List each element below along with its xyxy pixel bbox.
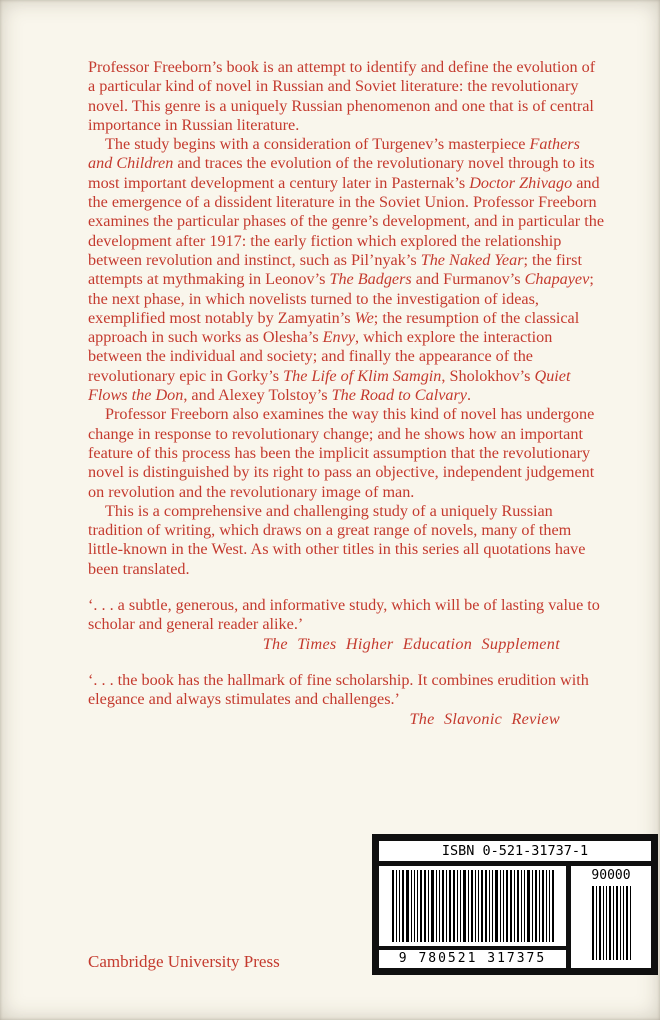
- barcode-bar: [489, 870, 490, 942]
- barcode-bar: [411, 870, 412, 942]
- blurb-paragraph: [88, 135, 604, 405]
- barcode-bar: [500, 870, 501, 942]
- review: [88, 596, 604, 654]
- barcode-bar: [449, 870, 451, 942]
- barcode-bar: [599, 886, 601, 960]
- book-title-italic: The Road to Calvary: [331, 386, 467, 405]
- barcode-bar: [514, 870, 515, 942]
- barcode-bar: [420, 870, 422, 942]
- barcode-addon-bars: [577, 886, 645, 960]
- barcode-bar: [436, 870, 437, 942]
- barcode-bar: [542, 870, 544, 942]
- barcode-bar: [399, 870, 400, 942]
- barcode-bar: [406, 870, 409, 942]
- barcode-bar: [609, 886, 611, 960]
- barcode-bar: [510, 870, 512, 942]
- reviews: [88, 596, 604, 729]
- barcode-bar: [463, 870, 466, 942]
- book-title-italic: Envy: [322, 328, 356, 347]
- barcode: [379, 866, 651, 968]
- back-cover-text: [88, 58, 604, 746]
- barcode-bar: [503, 870, 504, 942]
- barcode-bar: [630, 886, 631, 960]
- barcode-bar: [478, 870, 479, 942]
- barcode-bar: [626, 886, 628, 960]
- blurb-text: .: [466, 386, 472, 405]
- book-title-italic: Doctor Zhivago: [469, 173, 573, 192]
- blurb-text: This is a comprehensive and challenging study of a uniquely Russian tradition of writing, which draws on a great range of novels, many of them little-known in the West. As with other titles in this series all quotations have been translated.: [88, 501, 586, 578]
- barcode-bar: [457, 870, 458, 942]
- barcode-bar: [396, 870, 397, 942]
- blurb-text: ; the next phase, in which novelists turned to the investigation of ideas, exemplified most notably by Zamyatin’s: [88, 270, 594, 327]
- barcode-bar: [439, 870, 440, 942]
- barcode-bar: [539, 870, 540, 942]
- barcode-bar: [623, 886, 624, 960]
- blurb-paragraph: [88, 502, 604, 579]
- blurb-text: Professor Freeborn’s book is an attempt to identify and define the evolution of a particular kind of novel in Russian and Soviet literature: the revolutionary novel. This genre is a uniquely Russian phenomenon and one that is of central importance in Russian literature.: [88, 58, 596, 134]
- blurb-text: ; the resumption of the classical approach in such works as Olesha’s: [88, 308, 580, 347]
- blurb-paragraph: [88, 58, 604, 135]
- barcode-bar: [428, 870, 429, 942]
- barcode-bar: [546, 870, 547, 942]
- blurb-text: , and Alexey Tolstoy’s: [183, 386, 332, 405]
- barcode-bar: [392, 870, 394, 942]
- blurb-paragraph: [88, 405, 604, 501]
- isbn-barcode-block: [372, 834, 658, 975]
- barcode-bar: [471, 870, 473, 942]
- barcode-bar: [620, 886, 621, 960]
- barcode-main: [379, 866, 566, 968]
- review-quote: ‘. . . the book has the hallmark of fine scholarship. It combines erudition with elegance and always stimulates and challenges.’: [88, 670, 589, 709]
- barcode-bar: [616, 886, 618, 960]
- book-title-italic: Fathers and Children: [88, 135, 580, 173]
- blurb-text: and the emergence of a dissident literature in the Soviet Union. Professor Freeborn examines the particular phases of the genre’s development, and in particular the development after 1917: the early fiction which explored the relationship between revolution and instinct, such as Pil’nyak’s: [88, 173, 605, 269]
- barcode-bar: [492, 870, 493, 942]
- review: [88, 671, 604, 729]
- blurb-text: The study begins with a consideration of Turgenev’s masterpiece: [105, 135, 530, 154]
- barcode-main-bars: [387, 870, 558, 942]
- isbn-ean-number: 9 780521 317375: [379, 950, 566, 968]
- barcode-bar: [552, 870, 554, 942]
- book-title-italic: Quiet Flows the Don: [88, 366, 571, 405]
- barcode-bar: [535, 870, 537, 942]
- review-source: The Times Higher Education Supplement: [262, 634, 560, 653]
- barcode-bar: [495, 870, 498, 942]
- barcode-bar: [532, 870, 533, 942]
- barcode-bar: [524, 870, 525, 942]
- review-quote: ‘. . . a subtle, generous, and informative study, which will be of lasting value to scholar and general reader alike.’: [88, 596, 600, 634]
- blurb-text: ; the first attempts at mythmaking in Leonov’s: [88, 250, 582, 289]
- blurb-text: and traces the evolution of the revolutionary novel through to its most important development a century later in Pasternak’s: [88, 154, 595, 192]
- barcode-bar: [592, 886, 594, 960]
- book-title-italic: We: [354, 308, 374, 327]
- book-title-italic: The Badgers: [329, 270, 412, 289]
- barcode-bar: [481, 870, 483, 942]
- book-title-italic: The Life of Klim Samgin: [283, 366, 442, 385]
- barcode-bar: [549, 870, 550, 942]
- barcode-main-bars-box: [379, 866, 566, 946]
- publisher-name: Cambridge University Press: [88, 952, 280, 971]
- barcode-bar: [596, 886, 597, 960]
- barcode-bar: [402, 870, 404, 942]
- review-source: The Slavonic Review: [409, 709, 560, 728]
- barcode-bar: [431, 870, 434, 942]
- barcode-bar: [475, 870, 476, 942]
- barcode-bar: [468, 870, 469, 942]
- blurb-text: Professor Freeborn also examines the way this kind of novel has undergone change in response to revolutionary change; and he shows how an important feature of this process has been the implicit assumption that the revolutionary novel is distinguished by its right to pass an objective, independent judgement on revolution and the revolutionary image of man.: [88, 405, 595, 501]
- blurb-text: and Furmanov’s: [411, 270, 525, 289]
- barcode-bar: [606, 886, 607, 960]
- barcode-bar: [485, 870, 487, 942]
- barcode-bar: [613, 886, 614, 960]
- barcode-addon-bars-box: [577, 886, 645, 960]
- blurb: [88, 58, 604, 579]
- barcode-bar: [424, 870, 426, 942]
- book-title-italic: Chapayev: [524, 270, 590, 289]
- isbn-price-code: 90000: [591, 868, 631, 883]
- barcode-bar: [417, 870, 418, 942]
- barcode-bar: [506, 870, 508, 942]
- blurb-text: , Sholokhov’s: [441, 366, 535, 385]
- barcode-bar: [446, 870, 447, 942]
- barcode-addon: [571, 866, 651, 968]
- barcode-bar: [442, 870, 444, 942]
- barcode-bar: [521, 870, 522, 942]
- barcode-bar: [527, 870, 530, 942]
- barcode-bar: [517, 870, 519, 942]
- barcode-bar: [603, 886, 604, 960]
- book-title-italic: The Naked Year: [420, 250, 524, 269]
- barcode-bar: [414, 870, 415, 942]
- isbn-label: ISBN 0-521-31737-1: [379, 841, 651, 861]
- barcode-bar: [460, 870, 461, 942]
- barcode-bar: [453, 870, 455, 942]
- blurb-text: , which explore the interaction between the individual and society; and finally the appearance of the revolutionary epic in Gorky’s: [88, 328, 553, 385]
